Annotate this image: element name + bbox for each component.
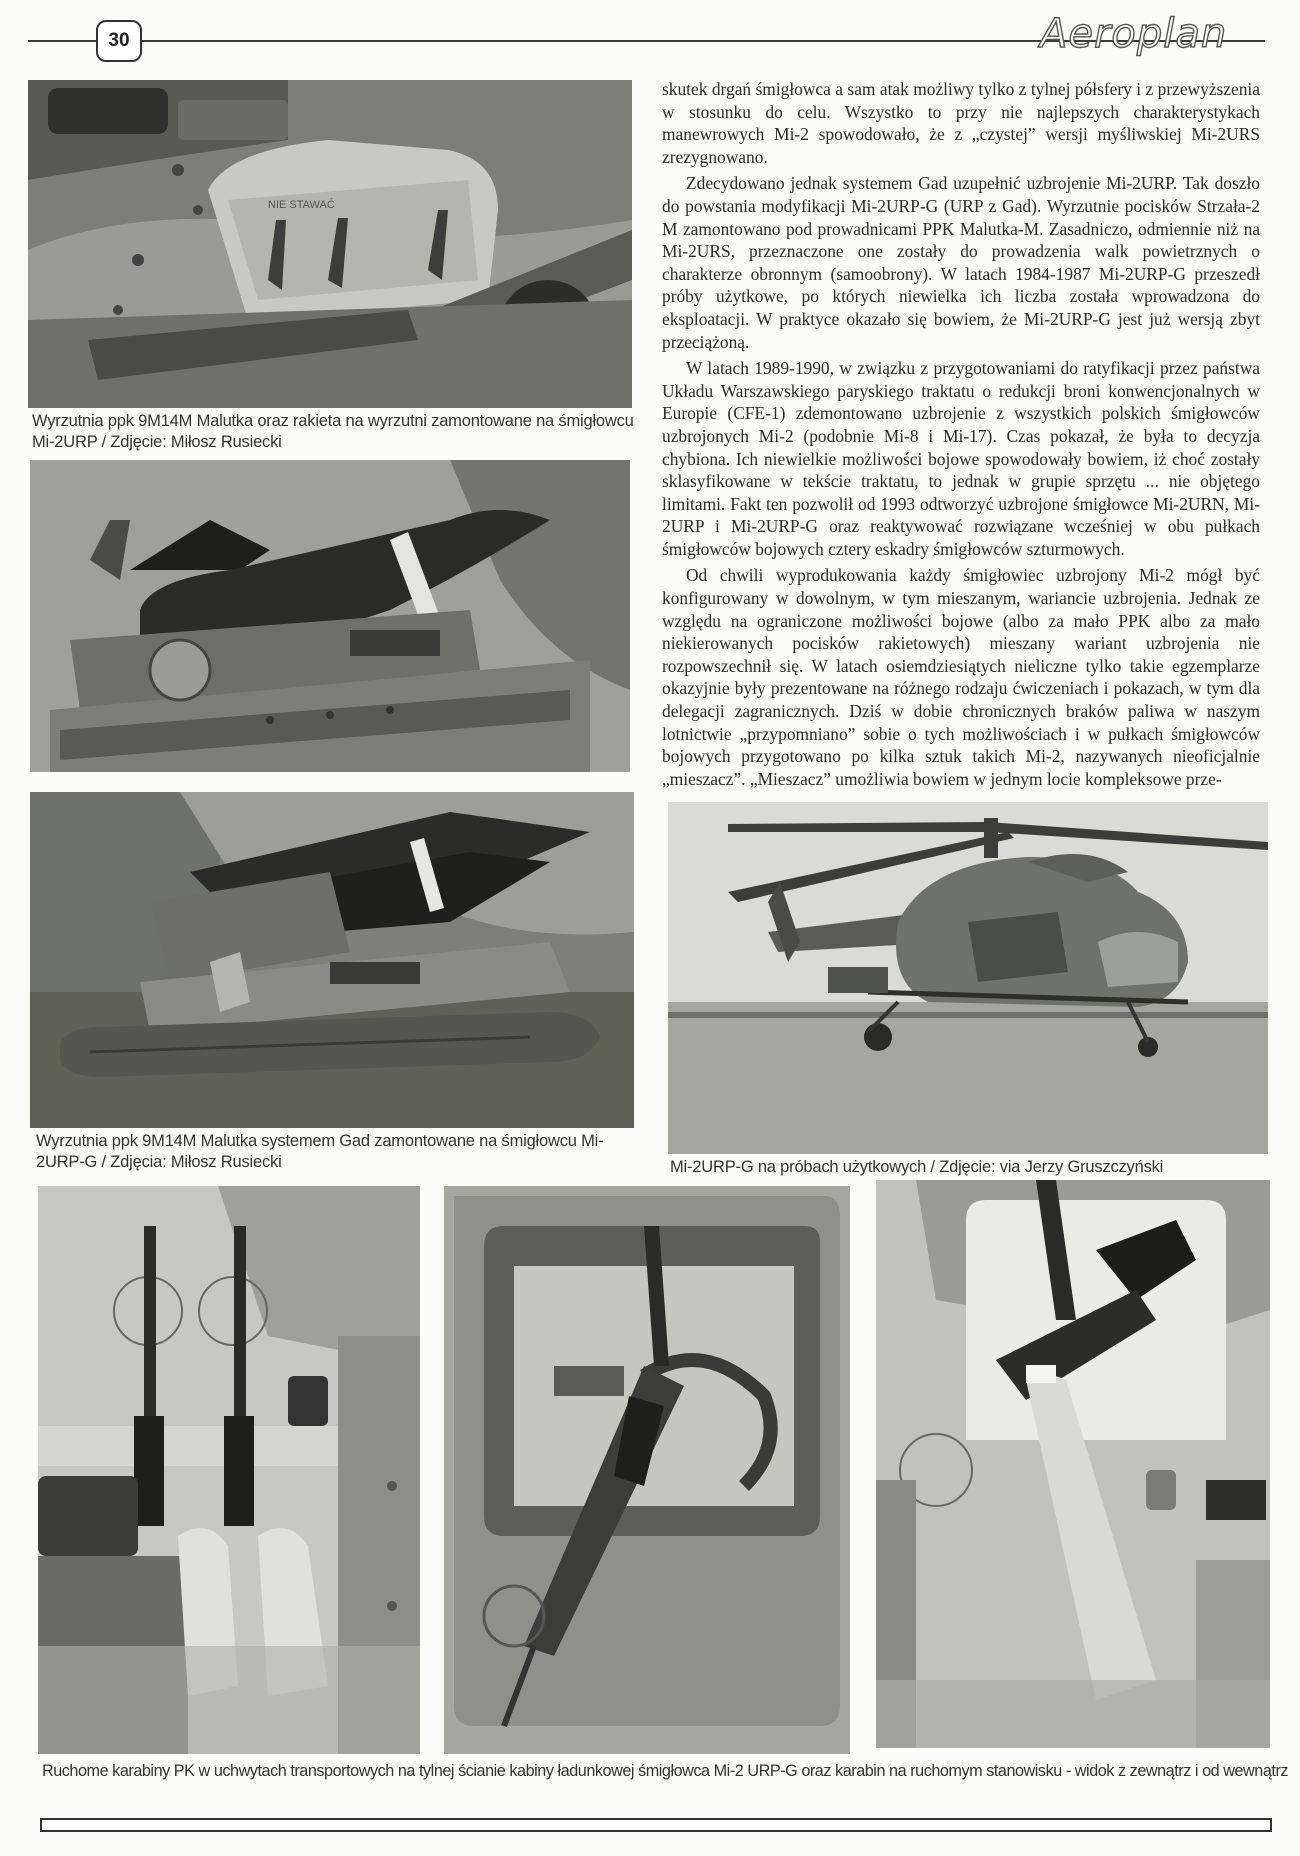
photo-malutka-launcher — [28, 80, 632, 408]
footer-bar — [40, 1818, 1272, 1832]
caption-gad-mi2urpg: Wyrzutnia ppk 9M14M Malutka systemem Gad zamontowane na śmigłowcu Mi-2URP-G / Zdjęcia: Miłosz Rusiecki — [36, 1132, 604, 1171]
article-text-column — [662, 78, 1260, 790]
photo-malutka-missile — [30, 460, 630, 772]
caption-pk-guns: Ruchome karabiny PK w uchwytach transportowych na tylnej ścianie kabiny ładunkowej śmigłowca Mi-2 URP-G oraz karabin na ruchomym stanowisku - widok z zewnątrz i od wewnątrz — [42, 1762, 1289, 1780]
header-rule-left — [28, 40, 98, 42]
caption-malutka-mi2urp: Wyrzutnia ppk 9M14M Malutka oraz rakieta na wyrzutni zamontowane na śmigłowcu Mi-2URP / Zdjęcie: Miłosz Rusiecki — [32, 412, 634, 451]
photo-pk-gun-window-outside — [444, 1186, 850, 1754]
masthead-logo: Aeroplan — [1040, 11, 1228, 57]
photo-pk-guns-mounted — [38, 1186, 420, 1754]
caption-helicopter-trials: Mi-2URP-G na próbach użytkowych / Zdjęcie: via Jerzy Gruszczyński — [670, 1158, 1164, 1176]
photo-gad-launcher — [30, 792, 634, 1128]
article-paragraph: Od chwili wyprodukowania każdy śmigłowiec uzbrojony Mi-2 mógł być konfigurowany w dowolnym, w tym mieszanym, wariancie uzbrojenia. Jednak ze względu na ograniczone możliwości bojowe (albo za mało PPK albo za mało niekierowanych pocisków rakietowych) mieszany wariant uzbrojenia nie rozpowszechnił się. W latach osiemdziesiątych nieliczne tylko takie egzemplarze okazyjnie były prezentowane na różnego rodzaju ćwiczeniach i pokazach, w tym dla delegacji zagranicznych. Dziś w dobie chronicznych braków paliwa w naszym lotnictwie „przypomniano” sobie o tych możliwościach i w pułkach śmigłowców bojowych przygotowano po kilka sztuk takich Mi-2, nazywanych nieoficjalnie „mieszacz”. „Mieszacz” umożliwia bowiem w jednym locie kompleksowe prze- — [662, 565, 1260, 789]
article-paragraph: Zdecydowano jednak systemem Gad uzupełnić uzbrojenie Mi-2URP. Tak doszło do powstania modyfikacji Mi-2URP-G (URP z Gad). Wyrzutnie pocisków Strzała-2 M zamontowano pod prowadnicami PPK Malutka-M. Zasadniczo, odmiennie niż na Mi-2URS, przeznaczone one zostały do prowadzenia walk powietrznych o charakterze obronnym (samoobrony). W latach 1984-1987 Mi-2URP-G przeszedł próby użytkowe, po których niewielka ich liczba została wprowadzona do eksploatacji. W praktyce okazało się bowiem, że Mi-2URP-G jest już wersją zbyt przeciążoną. — [662, 173, 1260, 352]
launcher-stencil-text: NIE STAWAĆ — [268, 199, 335, 211]
article-paragraph: W latach 1989-1990, w związku z przygotowaniami do ratyfikacji przez państwa Układu Warszawskiego paryskiego traktatu o redukcji broni konwencjonalnych w Europie (CFE-1) zdemontowano uzbrojenie z wszystkich polskich śmigłowców uzbrojonych Mi-2 (podobnie Mi-8 i Mi-17). Czas pokazał, że była to decyzja chybiona. Ich niewielkie możliwości bojowe spowodowały bowiem, iż choć zostały sklasyfikowane w tekście traktatu, to jednak w grupie sprzętu ... nie objętego limitami. Fakt ten pozwolił od 1993 odtworzyć uzbrojone śmigłowce Mi-2URN, Mi-2URP i Mi-2URP-G oraz reaktywować rozwiązane wcześniej w obu pułkach śmigłowców bojowych cztery eskadry śmigłowców szturmowych. — [662, 358, 1260, 559]
photo-mi2urpg-helicopter — [668, 802, 1268, 1154]
page-number: 30 — [96, 20, 142, 62]
photo-pk-gun-inside — [876, 1180, 1270, 1748]
article-paragraph: skutek drgań śmigłowca a sam atak możliwy tylko z tylnej półsfery i z przewyższenia w stosunku do celu. Wszystko to przy nie najlepszych charakterystykach manewrowych Mi-2 spowodowało, że z „czystej” wersji myśliwskiej Mi-2URS zrezygnowano. — [662, 79, 1260, 167]
